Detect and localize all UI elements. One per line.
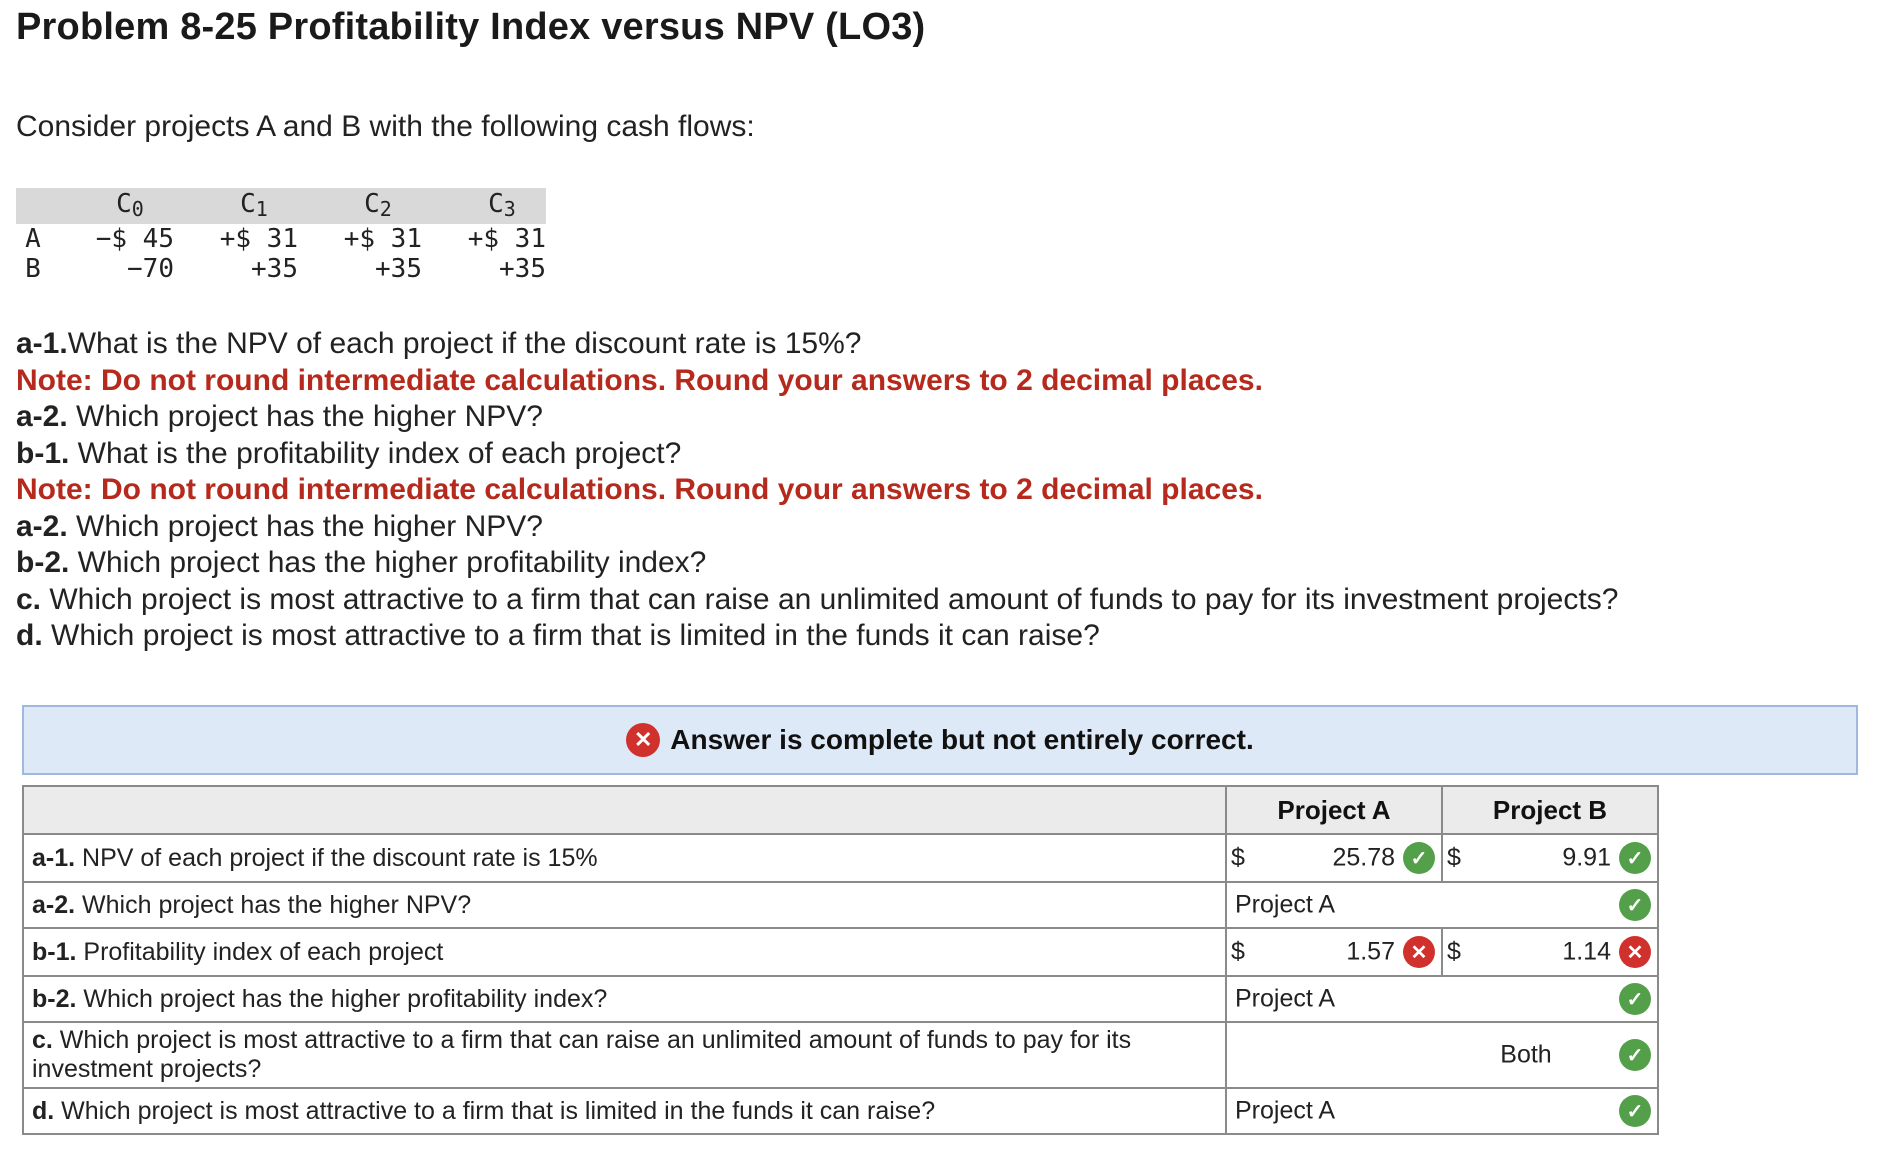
- answer-row-a1: [23, 834, 1658, 882]
- row-label: B: [25, 254, 41, 284]
- x-circle-icon: ✕: [626, 723, 660, 757]
- row-label: A: [25, 224, 41, 254]
- page-title: Problem 8-25 Profitability Index versus NPV (LO3): [16, 6, 926, 48]
- question-a1: a-1.What is the NPV of each project if the discount rate is 15%?: [16, 327, 862, 360]
- cash-flow-cell: +$ 31: [219, 224, 298, 254]
- question-a2: a-2. Which project has the higher NPV?: [16, 400, 543, 433]
- answer-cell-combined[interactable]: [1226, 882, 1658, 928]
- dollar-sign: $: [1231, 937, 1245, 966]
- dollar-sign: $: [1231, 843, 1245, 872]
- cash-flow-cell: +$ 31: [343, 224, 422, 254]
- cash-flow-header-c3: C3: [488, 188, 516, 221]
- answer-question: b-2. Which project has the higher profitability index?: [23, 976, 1226, 1022]
- question-d: d. Which project is most attractive to a firm that is limited in the funds it can raise?: [16, 619, 1100, 652]
- answer-selection: Project A: [1235, 984, 1336, 1013]
- answer-row-c: [23, 1022, 1658, 1088]
- npv-value-a: 25.78: [1332, 843, 1395, 872]
- pi-value-b: 1.14: [1562, 937, 1611, 966]
- answer-cell-project-b[interactable]: [1442, 834, 1658, 882]
- result-message: Answer is complete but not entirely correct.: [670, 724, 1254, 755]
- answer-cell-combined[interactable]: [1226, 976, 1658, 1022]
- rounding-note: Note: Do not round intermediate calculations. Round your answers to 2 decimal places.: [16, 473, 1263, 506]
- cash-flow-cell: +35: [499, 254, 546, 284]
- answer-row-a2: [23, 882, 1658, 928]
- question-a2-repeat: a-2. Which project has the higher NPV?: [16, 509, 543, 543]
- answer-cell-combined[interactable]: [1226, 1088, 1658, 1134]
- intro-text: Consider projects A and B with the following cash flows:: [16, 110, 755, 143]
- answer-cell-project-a[interactable]: [1226, 928, 1442, 976]
- cash-flow-cell: +35: [251, 254, 298, 284]
- cash-flow-cell: −70: [127, 254, 174, 284]
- cash-flow-header-c2: C2: [364, 188, 392, 221]
- answer-header-row: [23, 786, 1658, 834]
- answer-row-d: [23, 1088, 1658, 1134]
- cash-flow-row-a: [16, 224, 546, 254]
- check-circle-icon: ✓: [1619, 983, 1651, 1015]
- answer-cell-project-a[interactable]: [1226, 834, 1442, 882]
- check-circle-icon: ✓: [1619, 842, 1651, 874]
- answer-cell-combined[interactable]: [1226, 1022, 1658, 1088]
- column-header-project-a: Project A: [1226, 786, 1442, 834]
- pi-value-a: 1.57: [1346, 937, 1395, 966]
- answer-question: b-1. Profitability index of each project: [23, 928, 1226, 976]
- cash-flow-header-c1: C1: [240, 188, 268, 221]
- answer-selection: Project A: [1235, 890, 1336, 919]
- dollar-sign: $: [1447, 937, 1461, 966]
- result-banner: [22, 705, 1858, 775]
- check-circle-icon: ✓: [1403, 842, 1435, 874]
- rounding-note: Note: Do not round intermediate calculations. Round your answers to 2 decimal places.: [16, 363, 1263, 397]
- answer-question: a-1. NPV of each project if the discount rate is 15%: [23, 834, 1226, 882]
- question-c: c. Which project is most attractive to a firm that can raise an unlimited amount of funds to pay for its investment projects?: [16, 582, 1619, 616]
- cash-flow-header-c0: C0: [116, 188, 144, 221]
- cash-flow-row-b: [16, 254, 546, 284]
- answer-row-b2: [23, 976, 1658, 1022]
- cash-flow-cell: −$ 45: [95, 224, 174, 254]
- cash-flow-header-row: [16, 188, 546, 224]
- cash-flow-cell: +$ 31: [467, 224, 546, 254]
- check-circle-icon: ✓: [1619, 1095, 1651, 1127]
- answer-question: d. Which project is most attractive to a firm that is limited in the funds it can raise?: [23, 1088, 1226, 1134]
- answer-selection: Both: [1500, 1040, 1552, 1069]
- x-circle-icon: ✕: [1403, 936, 1435, 968]
- check-circle-icon: ✓: [1619, 889, 1651, 921]
- column-header-project-b: Project B: [1442, 786, 1658, 834]
- question-list: [16, 326, 1618, 655]
- check-circle-icon: ✓: [1619, 1039, 1651, 1071]
- answer-row-b1: [23, 928, 1658, 976]
- question-b1: b-1. What is the profitability index of each project?: [16, 436, 682, 470]
- dollar-sign: $: [1447, 843, 1461, 872]
- answer-cell-project-b[interactable]: [1442, 928, 1658, 976]
- answer-table: [22, 785, 1659, 1135]
- cash-flow-cell: +35: [375, 254, 422, 284]
- answer-selection: Project A: [1235, 1096, 1336, 1125]
- x-circle-icon: ✕: [1619, 936, 1651, 968]
- answer-question: a-2. Which project has the higher NPV?: [23, 882, 1226, 928]
- npv-value-b: 9.91: [1562, 843, 1611, 872]
- cash-flow-table: [16, 188, 546, 284]
- question-b2: b-2. Which project has the higher profitability index?: [16, 546, 707, 579]
- answer-question: c. Which project is most attractive to a firm that can raise an unlimited amount of funds to pay for its investment projects?: [23, 1022, 1226, 1088]
